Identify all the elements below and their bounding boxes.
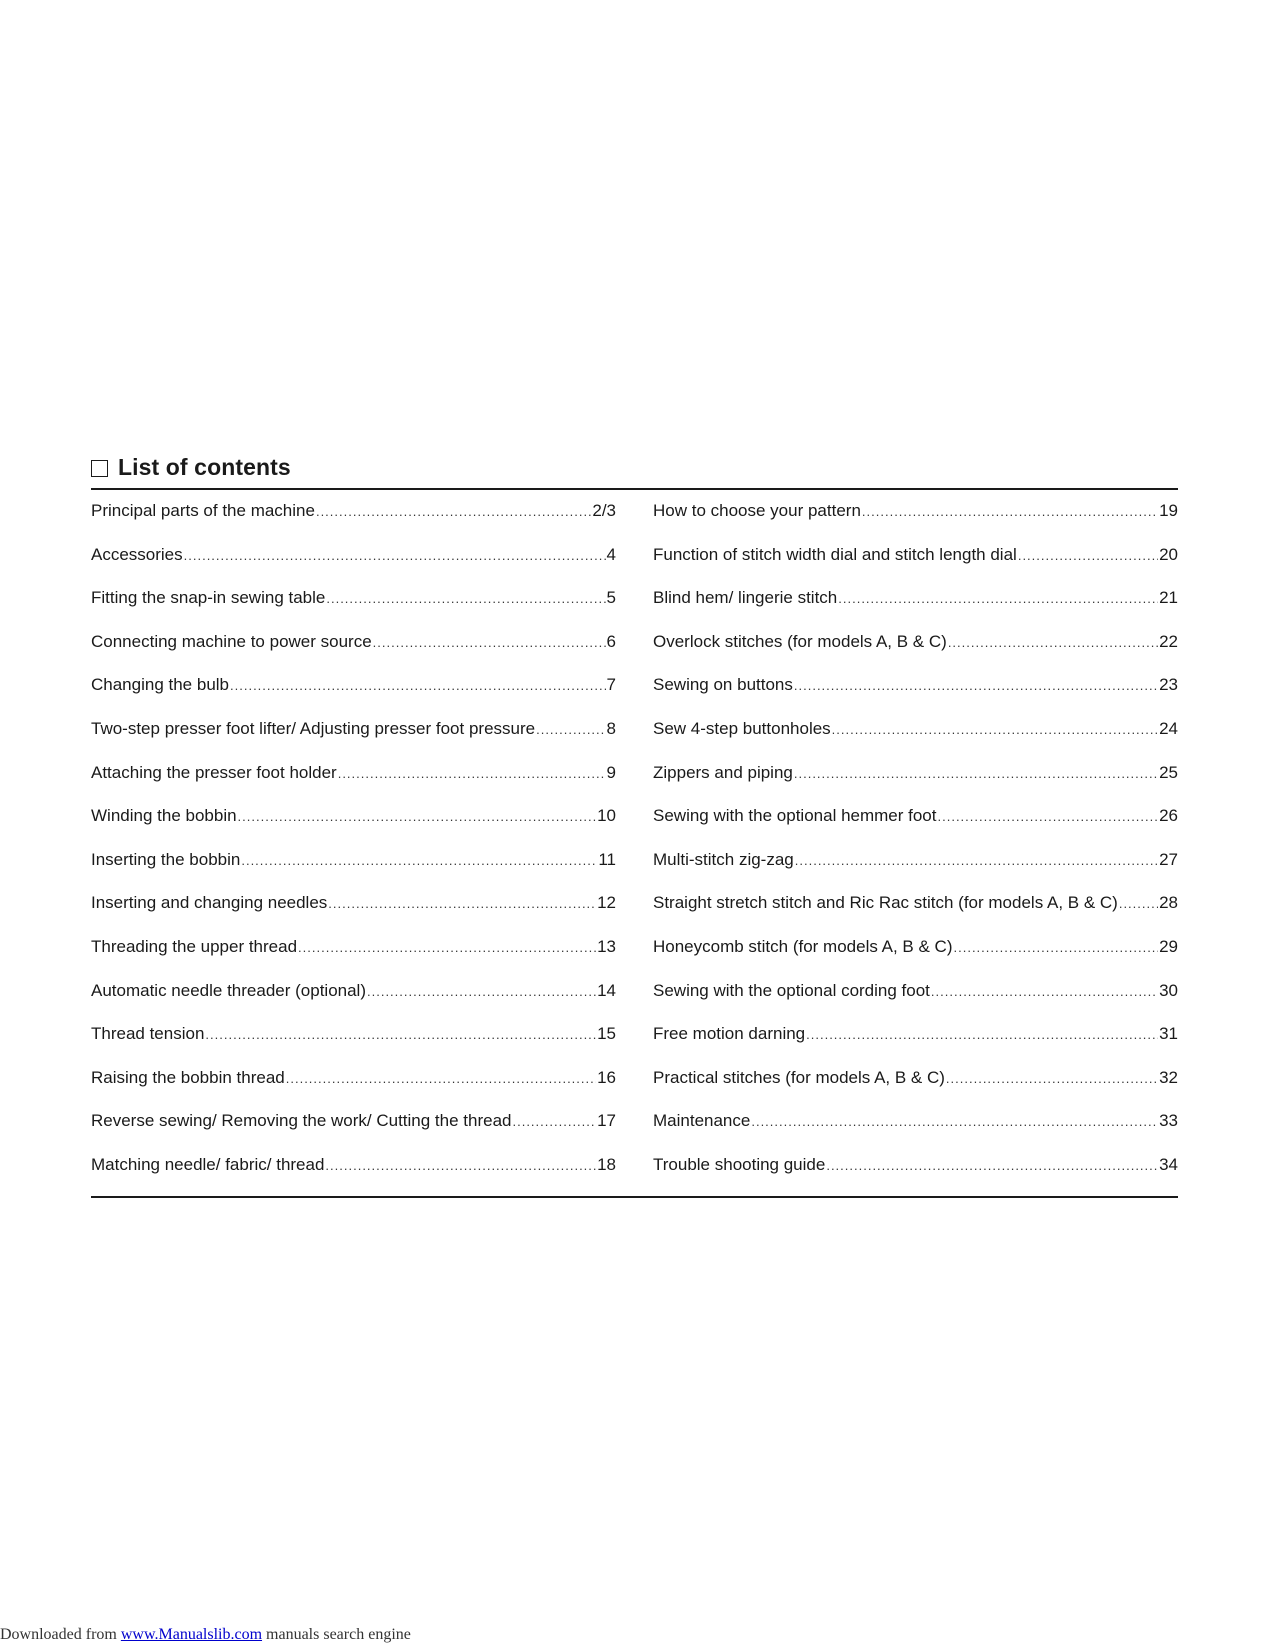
dot-leader [862, 502, 1158, 522]
dot-leader [512, 1112, 596, 1132]
toc-entry-page: 10 [597, 806, 616, 826]
toc-entry-page: 19 [1159, 501, 1178, 520]
toc-right-column [653, 501, 1178, 1199]
dot-leader [325, 1156, 596, 1176]
dot-leader [931, 982, 1158, 1002]
toc-entry-page: 16 [597, 1067, 616, 1087]
toc-entry-label: Changing the bulb [91, 675, 230, 695]
toc-header [91, 448, 1178, 490]
toc-entry [653, 893, 1178, 937]
dot-leader [806, 1025, 1158, 1045]
dot-leader [1119, 894, 1158, 914]
toc-entry-label: Free motion darning [653, 1024, 806, 1044]
toc-entry-label: Thread tension [91, 1024, 205, 1044]
toc-entry-label: Straight stretch stitch and Ric Rac stitch (for models A, B & C) [653, 893, 1118, 913]
toc-entry-page: 9 [606, 762, 616, 782]
toc-entry-page: 29 [1159, 936, 1178, 956]
toc-entry [91, 632, 616, 676]
toc-entry-page: 34 [1159, 1154, 1178, 1174]
toc-entry-label: Attaching the presser foot holder [91, 762, 337, 782]
toc-entry-page: 13 [597, 936, 616, 956]
toc-entry-label: How to choose your pattern [653, 501, 861, 520]
dot-leader [826, 1156, 1158, 1176]
toc-entry [91, 806, 616, 850]
toc-entry-label: Connecting machine to power source [91, 631, 372, 651]
toc-entry [653, 1111, 1178, 1155]
toc-entry [653, 1024, 1178, 1068]
toc-entry [653, 981, 1178, 1025]
toc-entry [91, 981, 616, 1025]
dot-leader [328, 894, 596, 914]
toc-entry-label: Principal parts of the machine [91, 501, 315, 520]
dot-leader [338, 764, 606, 784]
toc-columns [91, 501, 1178, 1199]
toc-entry [653, 937, 1178, 981]
toc-entry-page: 14 [597, 980, 616, 1000]
toc-entry-label: Raising the bobbin thread [91, 1067, 285, 1087]
toc-entry-page: 6 [606, 631, 616, 651]
dot-leader [326, 589, 605, 609]
toc-entry [653, 632, 1178, 676]
toc-entry-label: Trouble shooting guide [653, 1154, 826, 1174]
toc-entry [653, 719, 1178, 763]
toc-entry-page: 15 [597, 1024, 616, 1044]
toc-entry-page: 7 [606, 675, 616, 695]
page-title: List of contents [118, 453, 291, 480]
toc-entry [91, 893, 616, 937]
toc-entry [653, 501, 1178, 545]
toc-entry [91, 937, 616, 981]
table-of-contents [91, 448, 1178, 1198]
toc-entry-page: 12 [597, 893, 616, 913]
dot-leader [794, 676, 1158, 696]
dot-leader [938, 807, 1159, 827]
toc-entry-page: 8 [606, 718, 616, 738]
toc-entry [91, 545, 616, 589]
toc-entry-label: Practical stitches (for models A, B & C) [653, 1067, 945, 1087]
toc-entry-label: Sew 4-step buttonholes [653, 718, 831, 738]
toc-entry-label: Fitting the snap-in sewing table [91, 588, 326, 608]
toc-entry [91, 1155, 616, 1199]
dot-leader [1018, 546, 1158, 566]
toc-entry [653, 763, 1178, 807]
dot-leader [832, 720, 1158, 740]
footer-suffix: manuals search engine [262, 1626, 411, 1643]
toc-entry-page: 22 [1159, 631, 1178, 651]
toc-entry-label: Maintenance [653, 1111, 751, 1131]
toc-entry-page: 23 [1159, 675, 1178, 695]
download-footer [0, 1626, 411, 1644]
toc-entry [91, 675, 616, 719]
dot-leader [238, 807, 597, 827]
toc-entry-page: 30 [1159, 980, 1178, 1000]
dot-leader [946, 1069, 1158, 1089]
toc-entry-page: 17 [597, 1111, 616, 1131]
dot-leader [373, 633, 606, 653]
toc-entry [653, 588, 1178, 632]
toc-entry [91, 763, 616, 807]
toc-entry-page: 18 [597, 1154, 616, 1174]
toc-entry [653, 806, 1178, 850]
toc-entry-page: 24 [1159, 718, 1178, 738]
toc-entry-label: Sewing with the optional hemmer foot [653, 806, 937, 826]
toc-entry-label: Inserting the bobbin [91, 849, 241, 869]
dot-leader [367, 982, 596, 1002]
toc-entry [653, 1068, 1178, 1112]
toc-left-column [91, 501, 616, 1199]
toc-entry-page: 28 [1159, 893, 1178, 913]
toc-entry-label: Multi-stitch zig-zag [653, 849, 794, 869]
toc-entry-page: 2/3 [592, 501, 616, 520]
dot-leader [795, 851, 1158, 871]
toc-entry-page: 25 [1159, 762, 1178, 782]
toc-entry [91, 1024, 616, 1068]
dot-leader [286, 1069, 596, 1089]
toc-entry [653, 545, 1178, 589]
toc-entry-page: 20 [1159, 544, 1178, 564]
toc-entry-page: 11 [598, 849, 616, 869]
dot-leader [954, 938, 1159, 958]
toc-entry-label: Overlock stitches (for models A, B & C) [653, 631, 947, 651]
footer-prefix: Downloaded from [0, 1626, 121, 1643]
toc-entry-page: 21 [1159, 588, 1178, 608]
dot-leader [536, 720, 605, 740]
toc-entry [91, 719, 616, 763]
checkbox-square-icon [91, 460, 108, 477]
toc-entry-label: Threading the upper thread [91, 936, 298, 956]
toc-entry-page: 31 [1159, 1024, 1178, 1044]
dot-leader [838, 589, 1158, 609]
toc-entry-label: Honeycomb stitch (for models A, B & C) [653, 936, 953, 956]
toc-entry-label: Blind hem/ lingerie stitch [653, 588, 838, 608]
toc-entry-label: Zippers and piping [653, 762, 793, 782]
toc-entry-page: 5 [606, 588, 616, 608]
toc-entry [653, 675, 1178, 719]
toc-entry-page: 4 [606, 544, 616, 564]
toc-entry-label: Inserting and changing needles [91, 893, 328, 913]
dot-leader [316, 502, 591, 522]
toc-entry-page: 26 [1159, 806, 1178, 826]
toc-entry-label: Accessories [91, 544, 183, 564]
toc-entry-label: Winding the bobbin [91, 806, 237, 826]
toc-entry-label: Sewing on buttons [653, 675, 793, 695]
toc-entry [653, 1155, 1178, 1199]
toc-entry [91, 1068, 616, 1112]
toc-entry [91, 850, 616, 894]
toc-entry-label: Matching needle/ fabric/ thread [91, 1154, 325, 1174]
toc-entry [91, 501, 616, 545]
toc-entry [653, 850, 1178, 894]
dot-leader [298, 938, 596, 958]
dot-leader [751, 1112, 1158, 1132]
dot-leader [794, 764, 1158, 784]
dot-leader [948, 633, 1158, 653]
toc-entry-label: Two-step presser foot lifter/ Adjusting presser foot pressure [91, 718, 536, 738]
toc-entry-page: 27 [1159, 849, 1178, 869]
toc-entry [91, 588, 616, 632]
toc-entry-label: Sewing with the optional cording foot [653, 980, 930, 1000]
toc-entry-page: 33 [1159, 1111, 1178, 1131]
dot-leader [184, 546, 606, 566]
dot-leader [230, 676, 606, 696]
toc-entry-page: 32 [1159, 1067, 1178, 1087]
toc-entry-label: Reverse sewing/ Removing the work/ Cutting the thread [91, 1111, 512, 1131]
toc-entry-label: Automatic needle threader (optional) [91, 980, 366, 1000]
dot-leader [205, 1025, 596, 1045]
toc-entry [91, 1111, 616, 1155]
footer-link[interactable]: www.Manualslib.com [120, 1626, 263, 1643]
dot-leader [241, 851, 597, 871]
toc-entry-label: Function of stitch width dial and stitch length dial [653, 544, 1017, 564]
